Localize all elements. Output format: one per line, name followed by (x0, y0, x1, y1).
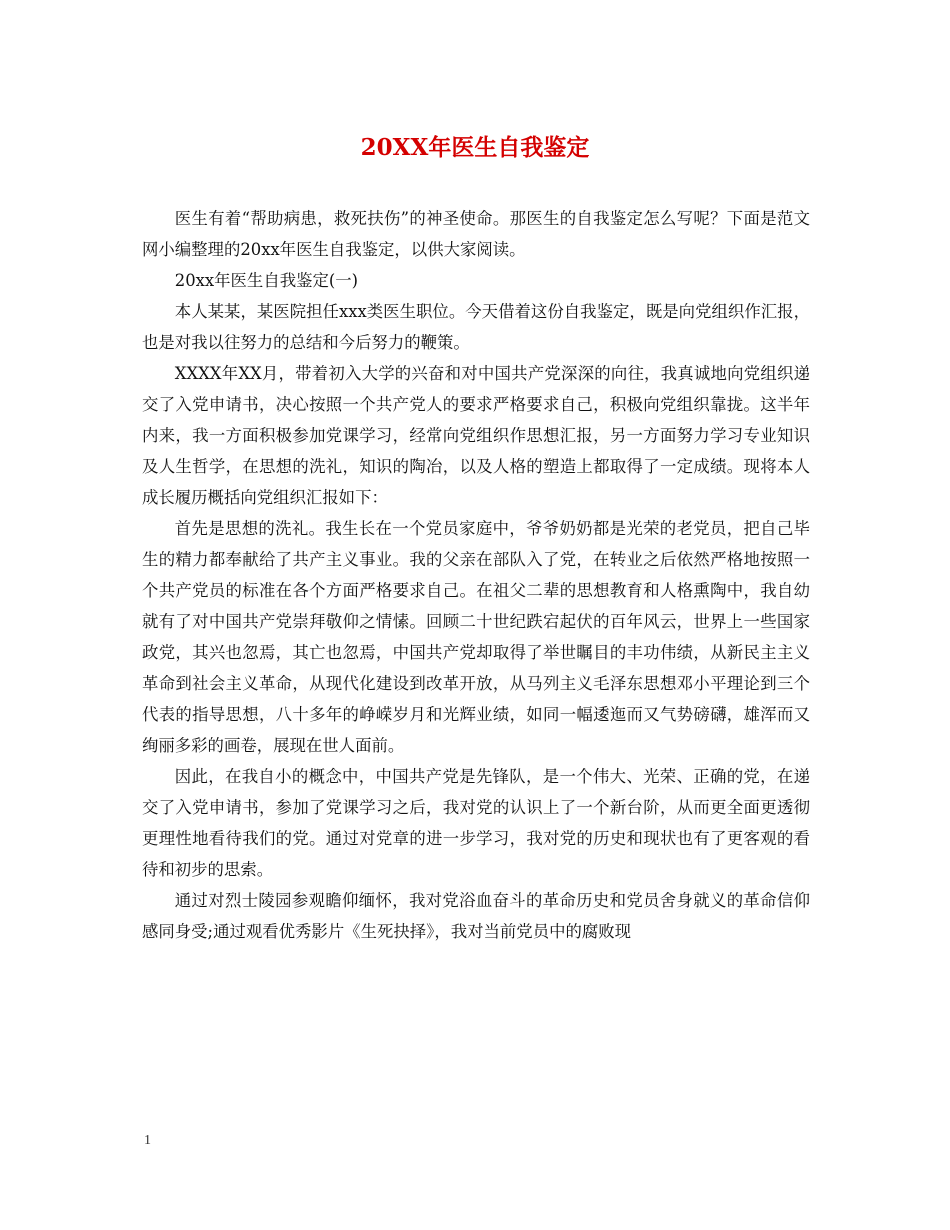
document-title: 20XX年医生自我鉴定 (360, 134, 590, 161)
paragraph: 通过对烈士陵园参观瞻仰缅怀，我对党浴血奋斗的革命历史和党员舍身就义的革命信仰感同身受;通过观看优秀影片《生死抉择》，我对当前党员中的腐败现 (142, 891, 810, 941)
paragraph: 本人某某，某医院担任xxx类医生职位。今天借着这份自我鉴定，既是向党组织作汇报，也是对我以往努力的总结和今后努力的鞭策。 (142, 302, 810, 352)
section-heading: 20xx年医生自我鉴定(一) (174, 271, 359, 290)
paragraph-intro: 医生有着“帮助病患，救死扶伤”的神圣使命。那医生的自我鉴定怎么写呢？下面是范文网小编整理的20xx年医生自我鉴定，以供大家阅读。 (142, 209, 810, 259)
paragraph: 因此，在我自小的概念中，中国共产党是先锋队，是一个伟大、光荣、正确的党，在递交了入党申请书，参加了党课学习之后，我对党的认识上了一个新台阶，从而更全面更透彻更理性地看待我们的党。通过对党章的进一步学习，我对党的历史和现状也有了更客观的看待和初步的思索。 (142, 767, 810, 879)
page-number: 1 (144, 1133, 151, 1148)
paragraph: XXXX年XX月，带着初入大学的兴奋和对中国共产党深深的向往，我真诚地向党组织递交了入党申请书，决心按照一个共产党人的要求严格要求自己，积极向党组织靠拢。这半年内来，我一方面积极参加党课学习，经常向党组织作思想汇报，另一方面努力学习专业知识及人生哲学，在思想的洗礼，知识的陶冶，以及人格的塑造上都取得了一定成绩。现将本人成长履历概括向党组织汇报如下： (142, 364, 810, 507)
paragraph: 首先是思想的洗礼。我生长在一个党员家庭中，爷爷奶奶都是光荣的老党员，把自己毕生的精力都奉献给了共产主义事业。我的父亲在部队入了党，在转业之后依然严格地按照一个共产党员的标准在各个方面严格要求自己。在祖父二辈的思想教育和人格熏陶中，我自幼就有了对中国共产党崇拜敬仰之情愫。回顾二十世纪跌宕起伏的百年风云，世界上一些国家政党，其兴也忽焉，其亡也忽焉，中国共产党却取得了举世瞩目的丰功伟绩，从新民主主义革命到社会主义革命，从现代化建设到改革开放，从马列主义毛泽东思想邓小平理论到三个代表的指导思想，八十多年的峥嵘岁月和光辉业绩，如同一幅逶迤而又气势磅礴，雄浑而又绚丽多彩的画卷，展现在世人面前。 (142, 519, 810, 755)
document-body (142, 203, 810, 947)
